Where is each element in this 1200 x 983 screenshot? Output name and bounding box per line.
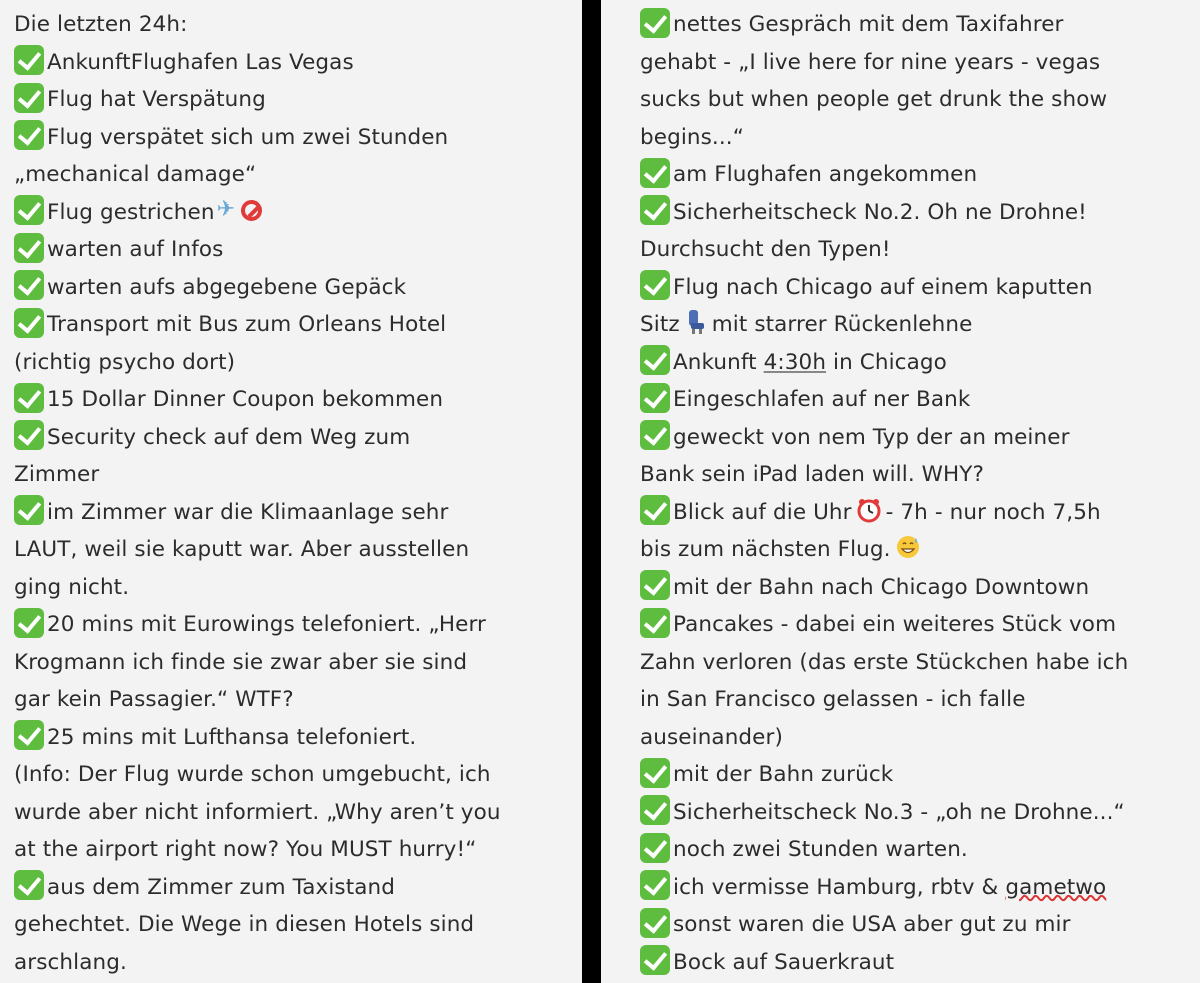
note-line — [14, 681, 574, 719]
checklist-item — [640, 269, 1194, 307]
note-line-text: wurde aber nicht informiert. „Why aren’t you — [14, 799, 501, 825]
note-line — [640, 119, 1194, 157]
note-line-text: (richtig psycho dort) — [14, 349, 236, 375]
note-line — [14, 456, 574, 494]
note-line — [14, 531, 574, 569]
note-line — [14, 156, 574, 194]
note-line-text: 25 mins mit Lufthansa telefoniert. — [47, 724, 417, 750]
note-line — [640, 531, 1194, 569]
note-line-text: mit der Bahn zurück — [673, 762, 894, 787]
check-mark-icon — [640, 795, 670, 825]
checklist-item — [640, 869, 1194, 907]
note-line-text: Flug verspätet sich um zwei Stunden — [47, 124, 449, 150]
note-line — [640, 456, 1194, 494]
check-mark-icon — [640, 345, 670, 375]
alarm-clock-icon — [856, 497, 882, 523]
checklist-item — [14, 194, 574, 232]
check-mark-icon — [640, 945, 670, 975]
check-mark-icon — [640, 8, 670, 38]
misspelled-word: gametwo — [1005, 874, 1107, 900]
left-note-lines — [14, 6, 574, 981]
note-line-text: Blick auf die Uhr — [673, 499, 852, 525]
note-line — [640, 231, 1194, 269]
note-line-text: Ankunft — [673, 349, 757, 375]
note-line-text: Flug gestrichen — [47, 199, 215, 225]
note-line-text: in San Francisco gelassen - ich falle — [640, 687, 1026, 712]
check-mark-icon — [14, 308, 44, 338]
left-note-panel — [0, 0, 582, 983]
check-mark-icon — [640, 908, 670, 938]
checklist-item — [14, 719, 574, 757]
check-mark-icon — [14, 870, 44, 900]
check-mark-icon — [640, 420, 670, 450]
check-mark-icon — [14, 383, 44, 413]
note-line-text: Flug hat Verspätung — [47, 87, 266, 112]
check-mark-icon — [640, 270, 670, 300]
note-line-text: „mechanical damage“ — [14, 162, 257, 187]
checklist-item — [14, 81, 574, 119]
note-line-text: mit starrer Rückenlehne — [711, 312, 973, 337]
checklist-item — [14, 494, 574, 532]
note-line-text: warten auf Infos — [47, 237, 224, 262]
note-line-text: Sicherheitscheck No.3 - „oh ne Drohne...“ — [673, 799, 1125, 825]
check-mark-icon — [14, 495, 44, 525]
checklist-item — [640, 381, 1194, 419]
check-mark-icon — [640, 570, 670, 600]
checklist-item — [14, 606, 574, 644]
note-line-text: gehabt - „I live here for nine years - vegas — [640, 49, 1101, 75]
check-mark-icon — [14, 45, 44, 75]
note-line — [14, 944, 574, 982]
note-line-text: Sicherheitscheck No.2. Oh ne Drohne! — [673, 199, 1087, 225]
note-line — [640, 681, 1194, 719]
note-line-text: Flug nach Chicago auf einem kaputten — [673, 274, 1093, 300]
note-line — [14, 906, 574, 944]
note-line — [14, 644, 574, 682]
check-mark-icon — [14, 420, 44, 450]
time-text: 4:30h — [763, 349, 827, 375]
note-line-text: at the airport right now? You MUST hurry!“ — [14, 837, 477, 862]
checklist-item — [14, 306, 574, 344]
note-line-text: ich vermisse Hamburg, rbtv & — [673, 874, 999, 900]
check-mark-icon — [640, 158, 670, 188]
note-line-text: ging nicht. — [14, 574, 130, 600]
airplane-icon: ✈ — [216, 197, 236, 222]
check-mark-icon — [14, 120, 44, 150]
checklist-item — [14, 419, 574, 457]
checklist-item — [640, 606, 1194, 644]
note-heading — [14, 6, 574, 44]
note-line-text: in Chicago — [833, 349, 947, 375]
note-line — [14, 794, 574, 832]
note-line-text: Zimmer — [14, 462, 100, 487]
note-line-text: mit der Bahn nach Chicago Downtown — [673, 574, 1090, 600]
check-mark-icon — [14, 720, 44, 750]
note-line — [14, 344, 574, 382]
note-line-text: arschlang. — [14, 949, 127, 975]
note-line-text: bis zum nächsten Flug. — [640, 537, 891, 562]
checklist-item — [640, 344, 1194, 382]
note-line-text: nettes Gespräch mit dem Taxifahrer — [673, 12, 1064, 37]
note-line-text: begins...“ — [640, 124, 744, 150]
check-mark-icon — [640, 758, 670, 788]
note-line-text: Krogmann ich finde sie zwar aber sie sind — [14, 649, 468, 675]
checklist-item — [14, 381, 574, 419]
check-mark-icon — [640, 608, 670, 638]
note-line — [640, 81, 1194, 119]
prohibited-icon — [241, 200, 262, 221]
note-line-text: (Info: Der Flug wurde schon umgebucht, ich — [14, 762, 491, 787]
check-mark-icon — [14, 270, 44, 300]
note-line-text: im Zimmer war die Klimaanlage sehr — [47, 499, 449, 525]
note-line-text: gar kein Passagier.“ WTF? — [14, 687, 294, 712]
checklist-item — [640, 756, 1194, 794]
checklist-item — [640, 569, 1194, 607]
note-line-text: - 7h - nur noch 7,5h — [885, 499, 1101, 525]
checklist-item — [640, 794, 1194, 832]
note-line-text: Durchsucht den Typen! — [640, 237, 891, 262]
note-line — [640, 719, 1194, 757]
check-mark-icon — [640, 495, 670, 525]
checklist-item — [640, 906, 1194, 944]
note-line-text: aus dem Zimmer zum Taxistand — [47, 874, 395, 900]
note-line-text: Transport mit Bus zum Orleans Hotel — [47, 312, 447, 337]
note-line-text: 15 Dollar Dinner Coupon bekommen — [47, 387, 444, 412]
note-line-text: LAUT, weil sie kaputt war. Aber ausstellen — [14, 537, 470, 562]
note-line — [640, 44, 1194, 82]
note-line — [14, 756, 574, 794]
note-line — [640, 306, 1194, 344]
note-line-text: auseinander) — [640, 724, 783, 750]
checklist-item — [640, 156, 1194, 194]
check-mark-icon — [14, 195, 44, 225]
note-line-text: gehechtet. Die Wege in diesen Hotels sind — [14, 912, 475, 937]
checklist-item — [640, 944, 1194, 982]
checklist-item — [14, 869, 574, 907]
note-line-text: geweckt von nem Typ der an meiner — [673, 424, 1070, 450]
note-line — [14, 569, 574, 607]
checklist-item — [14, 231, 574, 269]
note-line-text: Bank sein iPad laden will. WHY? — [640, 462, 985, 487]
check-mark-icon — [14, 83, 44, 113]
note-line-text: Sitz — [640, 312, 680, 337]
note-line-text: noch zwei Stunden warten. — [673, 837, 968, 862]
note-line — [640, 644, 1194, 682]
note-line-text: 20 mins mit Eurowings telefoniert. „Herr — [47, 612, 486, 637]
note-line-text: sonst waren die USA aber gut zu mir — [673, 912, 1071, 937]
check-mark-icon — [640, 870, 670, 900]
note-line-text: sucks but when people get drunk the show — [640, 87, 1108, 112]
note-line-text: Zahn verloren (das erste Stückchen habe ich — [640, 649, 1129, 675]
check-mark-icon — [14, 608, 44, 638]
note-line-text: Eingeschlafen auf ner Bank — [673, 387, 971, 412]
checklist-item — [640, 831, 1194, 869]
right-note-panel — [601, 0, 1200, 983]
note-line-text: Security check auf dem Weg zum — [47, 424, 411, 450]
check-mark-icon — [640, 833, 670, 863]
check-mark-icon — [640, 383, 670, 413]
note-line — [14, 831, 574, 869]
right-note-lines — [640, 6, 1194, 981]
checklist-item — [14, 269, 574, 307]
note-line-text: Bock auf Sauerkraut — [673, 949, 895, 975]
note-line-text: Die letzten 24h: — [14, 12, 188, 37]
grinning-sweat-icon — [895, 534, 921, 560]
check-mark-icon — [640, 195, 670, 225]
checklist-item — [640, 194, 1194, 232]
checklist-item — [640, 6, 1194, 44]
note-line-text: Pancakes - dabei ein weiteres Stück vom — [673, 612, 1117, 637]
check-mark-icon — [14, 233, 44, 263]
seat-icon — [686, 309, 706, 335]
note-line-text: am Flughafen angekommen — [673, 162, 978, 187]
checklist-item — [640, 494, 1194, 532]
checklist-item — [14, 119, 574, 157]
checklist-item — [14, 44, 574, 82]
note-line-text: warten aufs abgegebene Gepäck — [47, 274, 407, 300]
checklist-item — [640, 419, 1194, 457]
note-line-text: AnkunftFlughafen Las Vegas — [47, 49, 354, 75]
